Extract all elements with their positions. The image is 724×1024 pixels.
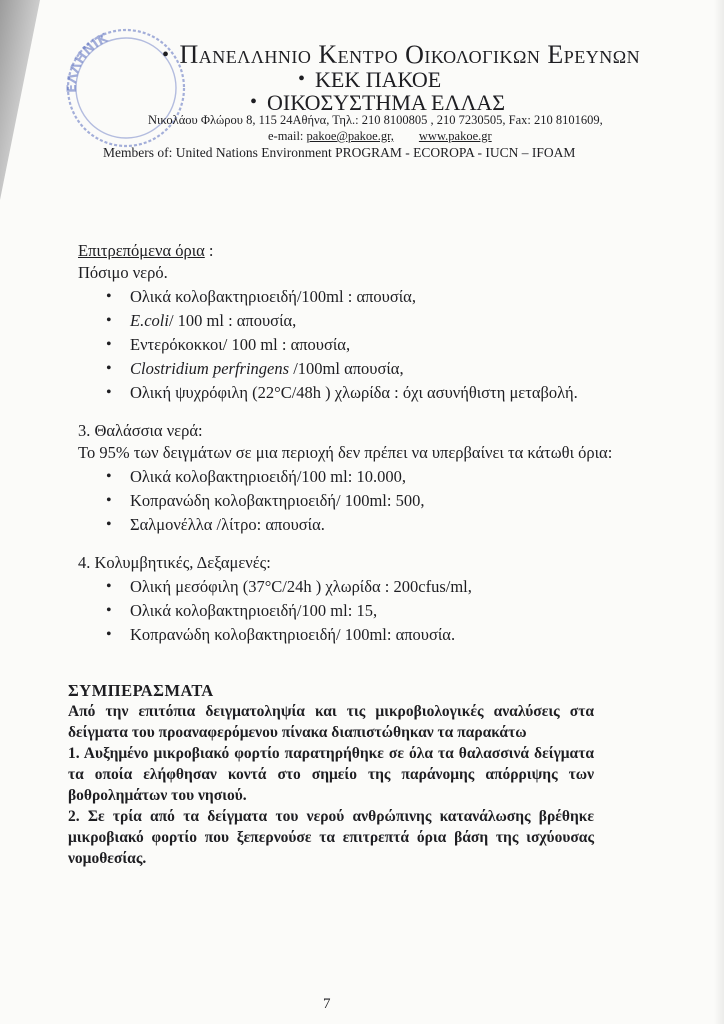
org-short-name: ΚΕΚ ΠΑΚΟΕ [315, 67, 442, 92]
org-name-line [162, 40, 640, 70]
bullet-icon: • [162, 44, 170, 66]
list-item: • Ολική μεσόφιλη (37°C/24h ) χλωρίδα : 200cfus/ml, [106, 576, 638, 598]
letterhead [0, 0, 724, 175]
list-item: • Ολικά κολοβακτηριοειδή/100 ml: 15, [106, 600, 638, 622]
conclusions-intro: Από την επιτόπια δειγματοληψία και τις μικροβιολογικές αναλύσεις στα δείγματα του προαναφερόμενου πίνακα διαπιστώθηκαν τα παρακάτω [68, 703, 594, 741]
stamp-text: ΕΛΛΗΝΙΚ [64, 30, 111, 94]
email-link[interactable]: pakoe@pakoe.gr, [306, 129, 394, 143]
bullet-icon: • [298, 68, 306, 90]
list-item: • Ολικά κολοβακτηριοειδή/100ml : απουσία, [106, 286, 638, 308]
bullet-icon: • [250, 91, 258, 113]
seawater-intro: Το 95% των δειγμάτων σε μια περιοχή δεν πρέπει να υπερβαίνει τα κάτωθι όρια: [78, 443, 613, 462]
seawater-title: 3. Θαλάσσια νερά: [78, 421, 203, 440]
list-item: • Εντερόκοκκοι/ 100 ml : απουσία, [106, 334, 638, 356]
conclusions-section [68, 680, 594, 869]
org-name: Πανελληνιο Κεντρο Οικολογικων Ερευνων [179, 40, 641, 69]
website-link[interactable]: www.pakoe.gr [418, 129, 492, 143]
list-item: • Clostridium perfringens /100ml απουσία, [106, 358, 638, 380]
limits-heading: Επιτρεπόμενα όρια : [78, 241, 214, 260]
conclusions-title: ΣΥΜΠΕΡΑΣΜΑΤΑ [68, 681, 214, 700]
conclusion-point-2: 2. Σε τρία από τα δείγματα του νερού ανθρώπινης κατανάλωσης βρέθηκε μικροβιακό φορτίο που ξεπερνούσε τα επιτρεπτά όρια βάση της ισχύουσας νομοθεσίας. [68, 808, 594, 867]
contact-line [268, 129, 492, 144]
drinking-water-title: Πόσιμο νερό. [78, 263, 168, 282]
drinking-water-list [78, 286, 638, 404]
limits-section [78, 240, 638, 648]
pools-list [78, 576, 638, 646]
list-item: • Ολικά κολοβακτηριοειδή/100 ml: 10.000, [106, 466, 638, 488]
list-item: • Ολική ψυχρόφιλη (22°C/48h ) χλωρίδα : όχι ασυνήθιστη μεταβολή. [106, 382, 638, 404]
pools-title: 4. Κολυμβητικές, Δεξαμενές: [78, 553, 271, 572]
list-item: • E.coli/ 100 ml : απουσία, [106, 310, 638, 332]
list-item: • Κοπρανώδη κολοβακτηριοειδή/ 100ml: 500, [106, 490, 638, 512]
seawater-list [78, 466, 638, 536]
list-item: • Κοπρανώδη κολοβακτηριοειδή/ 100ml: απουσία. [106, 624, 638, 646]
page-number: 7 [323, 996, 331, 1012]
org-ecosystem-name: ΟΙΚΟΣΥΣΤΗΜΑ ΕΛΛΑΣ [267, 90, 506, 115]
conclusion-point-1: 1. Αυξημένο μικροβιακό φορτίο παρατηρήθηκε σε όλα τα θαλασσινά δείγματα τα οποία ελήφθησαν κοντά στο σημείο της παράνομης απόρριψης των βοθρολημάτων του νησιού. [68, 745, 594, 804]
list-item: • Σαλμονέλλα /λίτρο: απουσία. [106, 514, 638, 536]
email-label: e-mail: [268, 129, 304, 143]
address-line: Νικολάου Φλώρου 8, 115 24Αθήνα, Τηλ.: 210 8100805 , 210 7230505, Fax: 210 8101609, [148, 113, 603, 127]
members-line: Members of: United Nations Environment PROGRAM - ECOROPA - IUCN – IFOAM [103, 145, 576, 160]
